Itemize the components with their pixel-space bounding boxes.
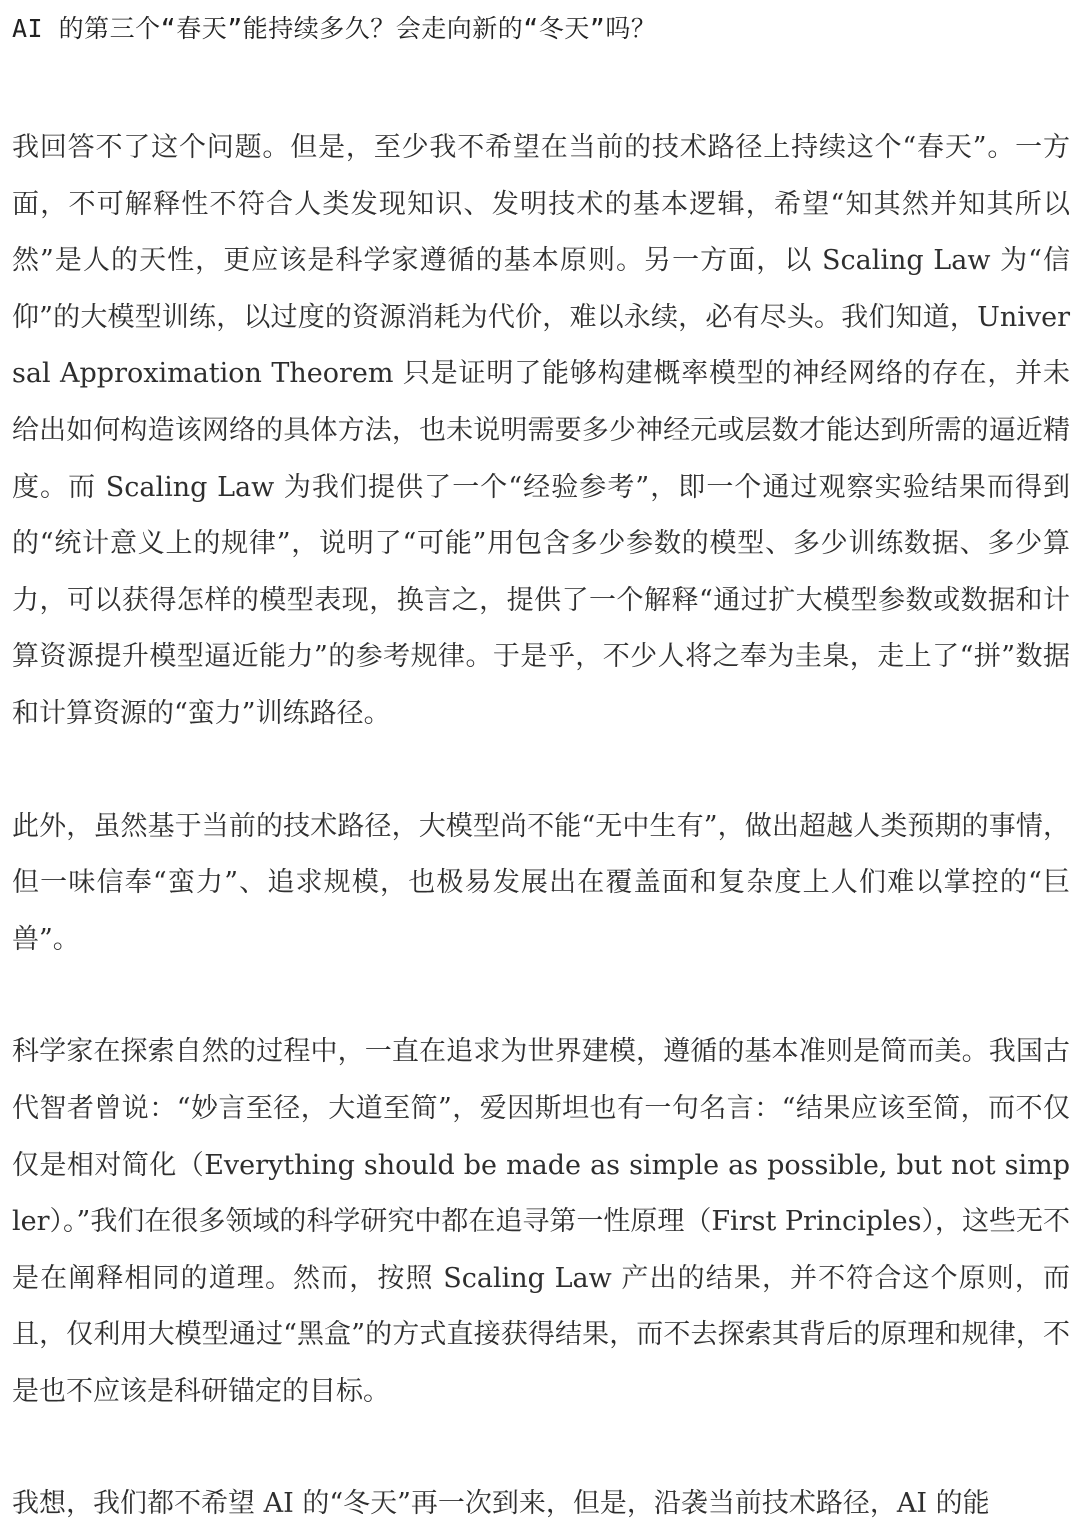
- paragraph-ai-winter: 我想，我们都不希望 AI 的“冬天”再一次到来，但是，沿袭当前技术路径，AI 的能: [12, 1488, 990, 1520]
- paragraph-simplicity-principle: 科学家在探索自然的过程中，一直在追求为世界建模，遵循的基本准则是简而美。我国古代智者曾说：“妙言至径，大道至简”，爱因斯坦也有一句名言：“结果应该至简，而不仅仅是相对简化（Everything should be made as simple as possible, but not simpler）。”我们在很多领域的科学研究中都在追寻第一性原理（First Principles），这些无不是在阐释相同的道理。然而，按照 Scaling Law 产出的结果，并不符合这个原则，而且，仅利用大模型通过“黑盒”的方式直接获得结果，而不去探索其背后的原理和规律，不是也不应该是科研锚定的目标。: [12, 1036, 1070, 1407]
- paragraph-brute-force-risk: 此外，虽然基于当前的技术路径，大模型尚不能“无中生有”，做出超越人类预期的事情，但一味信奉“蛮力”、追求规模，也极易发展出在覆盖面和复杂度上人们难以掌控的“巨兽”。: [12, 810, 1070, 955]
- article-heading: AI 的第三个“春天”能持续多久？会走向新的“冬天”吗？: [12, 14, 657, 43]
- article-page: [12, 0, 1070, 1533]
- paragraph-scaling-law: 我回答不了这个问题。但是，至少我不希望在当前的技术路径上持续这个“春天”。一方面，不可解释性不符合人类发现知识、发明技术的基本逻辑，希望“知其然并知其所以然”是人的天性，更应该是科学家遵循的基本原则。另一方面，以 Scaling Law 为“信仰”的大模型训练，以过度的资源消耗为代价，难以永续，必有尽头。我们知道，Universal Approximation Theorem 只是证明了能够构建概率模型的神经网络的存在，并未给出如何构造该网络的具体方法，也未说明需要多少神经元或层数才能达到所需的逼近精度。而 Scaling Law 为我们提供了一个“经验参考”，即一个通过观察实验结果而得到的“统计意义上的规律”，说明了“可能”用包含多少参数的模型、多少训练数据、多少算力，可以获得怎样的模型表现，换言之，提供了一个解释“通过扩大模型参数或数据和计算资源提升模型逼近能力”的参考规律。于是乎，不少人将之奉为圭臬，走上了“拼”数据和计算资源的“蛮力”训练路径。: [12, 132, 1070, 729]
